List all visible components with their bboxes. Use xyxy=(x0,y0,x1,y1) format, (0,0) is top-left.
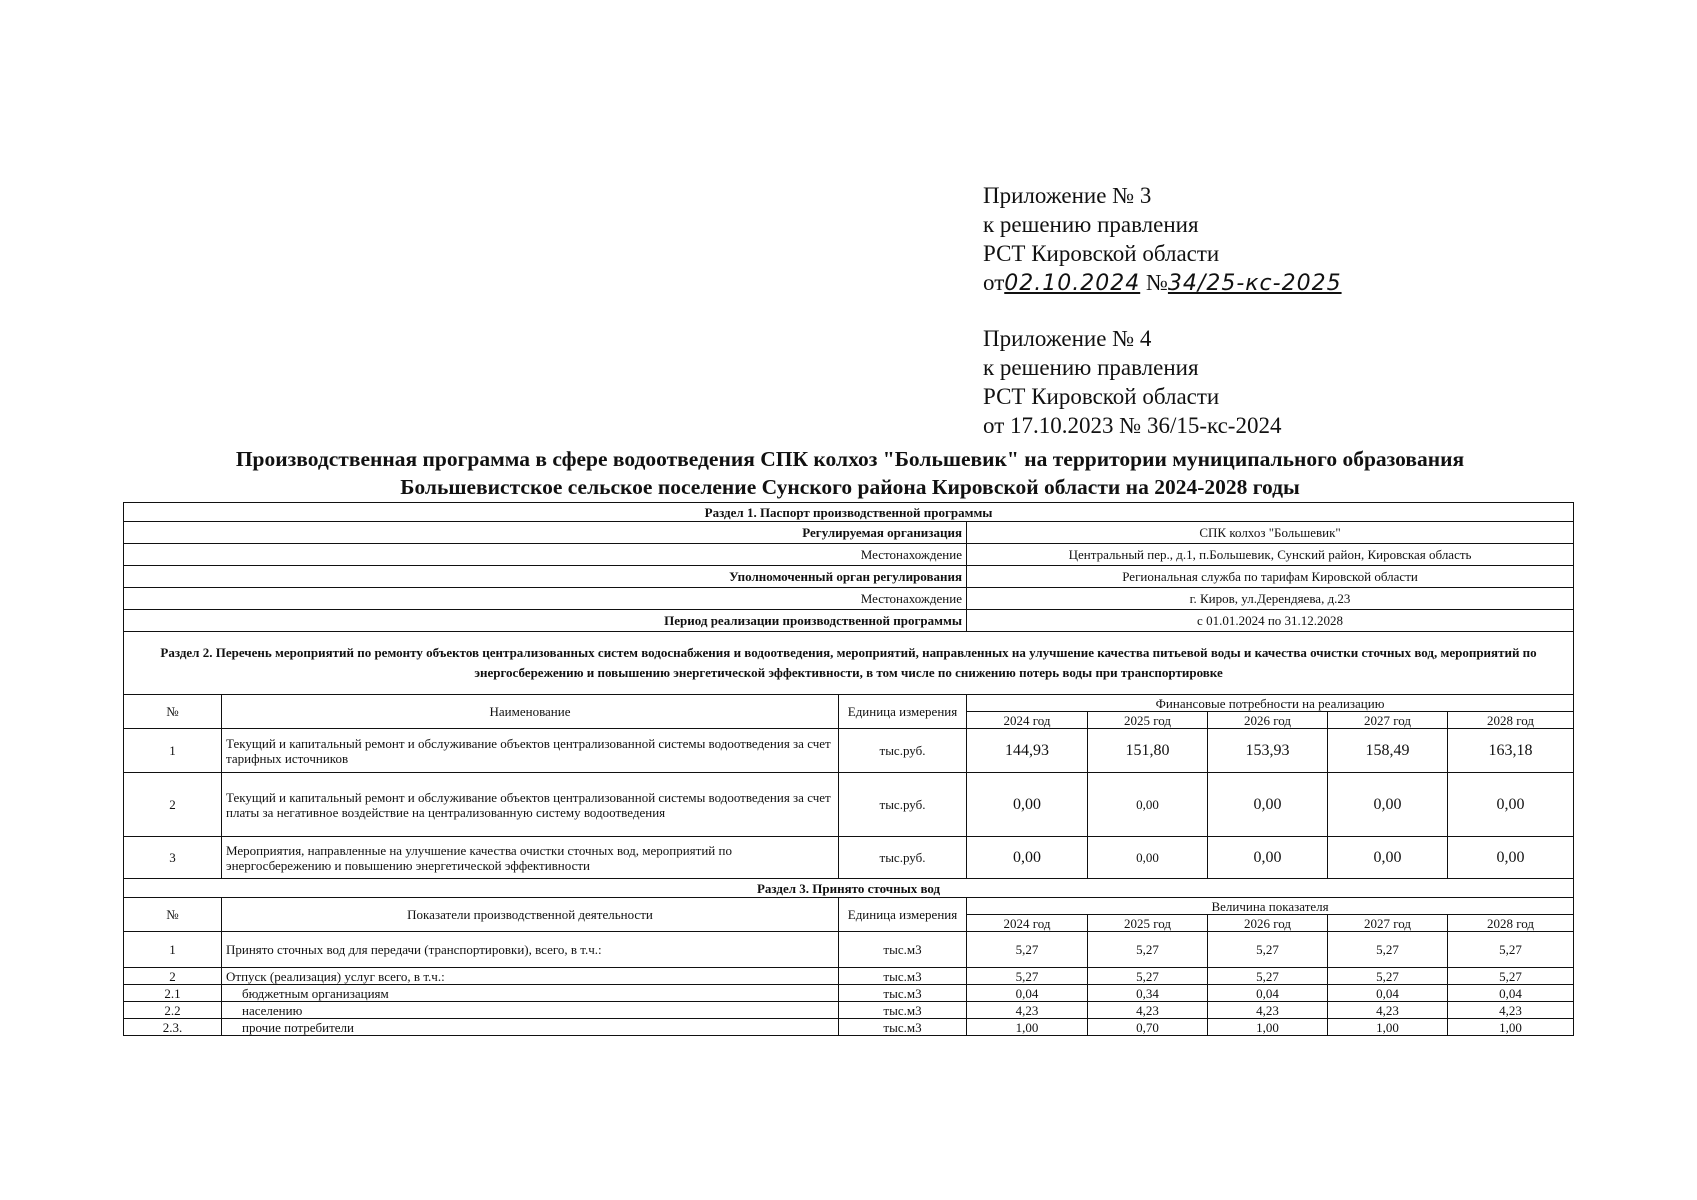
passport-label: Местонахождение xyxy=(124,588,967,610)
header-name: Показатели производственной деятельности xyxy=(222,898,839,932)
row-unit: тыс.м3 xyxy=(839,1002,967,1019)
passport-row xyxy=(124,544,1574,566)
annex-3-decision-line: к решению правления xyxy=(983,212,1199,237)
passport-row xyxy=(124,588,1574,610)
section-1-heading-row xyxy=(124,503,1574,522)
annex-3-handwritten-date: 02.10.2024 xyxy=(1004,271,1141,296)
annex-3-from-prefix: от xyxy=(983,270,1005,295)
section-3-heading: Раздел 3. Принято сточных вод xyxy=(124,879,1574,898)
value-2025: 0,70 xyxy=(1088,1019,1208,1036)
row-number: 2 xyxy=(124,968,222,985)
document-title xyxy=(120,445,1580,501)
document-title-line-2: Большевистское сельское поселение Сунского района Кировской области на 2024-2028 годы xyxy=(400,475,1300,499)
value-2025: 5,27 xyxy=(1088,968,1208,985)
value-2027: 1,00 xyxy=(1328,1019,1448,1036)
table-row xyxy=(124,773,1574,837)
value-2027: 5,27 xyxy=(1328,968,1448,985)
section-1-heading: Раздел 1. Паспорт производственной программы xyxy=(124,503,1574,522)
value-2024: 5,27 xyxy=(967,932,1088,968)
table-row xyxy=(124,968,1574,985)
value-2028: 5,27 xyxy=(1448,932,1574,968)
value-2027: 4,23 xyxy=(1328,1002,1448,1019)
value-2026: 153,93 xyxy=(1208,729,1328,773)
row-name: бюджетным организациям xyxy=(222,985,839,1002)
header-year: 2025 год xyxy=(1088,712,1208,729)
annex-4-title: Приложение № 4 xyxy=(983,326,1152,351)
header-unit: Единица измерения xyxy=(839,898,967,932)
annex-3-date-line xyxy=(983,268,1342,298)
row-number: 3 xyxy=(124,837,222,879)
row-number: 2.1 xyxy=(124,985,222,1002)
header-year: 2028 год xyxy=(1448,915,1574,932)
header-year: 2026 год xyxy=(1208,915,1328,932)
annex-3-number-prefix: № xyxy=(1145,270,1168,295)
value-2025: 151,80 xyxy=(1088,729,1208,773)
value-2028: 1,00 xyxy=(1448,1019,1574,1036)
row-number: 2.2 xyxy=(124,1002,222,1019)
row-unit: тыс.м3 xyxy=(839,932,967,968)
value-2027: 0,00 xyxy=(1328,837,1448,879)
row-unit: тыс.руб. xyxy=(839,837,967,879)
passport-value: Региональная служба по тарифам Кировской области xyxy=(967,566,1574,588)
value-2026: 0,04 xyxy=(1208,985,1328,1002)
value-2028: 0,04 xyxy=(1448,985,1574,1002)
header-year: 2027 год xyxy=(1328,915,1448,932)
header-year: 2024 год xyxy=(967,712,1088,729)
value-2024: 5,27 xyxy=(967,968,1088,985)
table-row xyxy=(124,837,1574,879)
value-2025: 0,34 xyxy=(1088,985,1208,1002)
value-2024: 0,04 xyxy=(967,985,1088,1002)
section-2-heading-row xyxy=(124,632,1574,695)
annex-4-authority-line: РСТ Кировской области xyxy=(983,384,1220,409)
value-2028: 0,00 xyxy=(1448,837,1574,879)
value-2026: 0,00 xyxy=(1208,837,1328,879)
passport-row xyxy=(124,610,1574,632)
value-2024: 144,93 xyxy=(967,729,1088,773)
value-2027: 5,27 xyxy=(1328,932,1448,968)
passport-label: Местонахождение xyxy=(124,544,967,566)
table-row xyxy=(124,729,1574,773)
value-2024: 4,23 xyxy=(967,1002,1088,1019)
row-name: прочие потребители xyxy=(222,1019,839,1036)
passport-label: Уполномоченный орган регулирования xyxy=(124,566,967,588)
row-number: 2 xyxy=(124,773,222,837)
row-number: 1 xyxy=(124,729,222,773)
value-2026: 0,00 xyxy=(1208,773,1328,837)
section-2-heading: Раздел 2. Перечень мероприятий по ремонту объектов централизованных систем водоснабжения и водоотведения, мероприятий, направленных на улучшение качества питьевой воды и качества очистки сточных вод, мероприятий по энергосбережению и повышению энергетической эффективности, в том числе по снижению потерь воды при транспортировке xyxy=(124,632,1574,695)
header-year: 2024 год xyxy=(967,915,1088,932)
row-unit: тыс.м3 xyxy=(839,968,967,985)
annex-4-block xyxy=(983,324,1281,440)
section-3-heading-row xyxy=(124,879,1574,898)
row-unit: тыс.руб. xyxy=(839,773,967,837)
value-2028: 0,00 xyxy=(1448,773,1574,837)
header-year: 2028 год xyxy=(1448,712,1574,729)
row-name: Мероприятия, направленные на улучшение качества очистки сточных вод, мероприятий по энергосбережению и повышению энергетической эффективности xyxy=(222,837,839,879)
value-2025: 5,27 xyxy=(1088,932,1208,968)
value-2026: 4,23 xyxy=(1208,1002,1328,1019)
value-2026: 5,27 xyxy=(1208,968,1328,985)
row-number: 2.3. xyxy=(124,1019,222,1036)
section-2-header-row xyxy=(124,695,1574,712)
value-2027: 0,04 xyxy=(1328,985,1448,1002)
value-2024: 0,00 xyxy=(967,773,1088,837)
section-3-header-row xyxy=(124,898,1574,915)
row-name: населению xyxy=(222,1002,839,1019)
value-2025: 0,00 xyxy=(1088,837,1208,879)
row-unit: тыс.м3 xyxy=(839,1019,967,1036)
header-number: № xyxy=(124,898,222,932)
table-row xyxy=(124,932,1574,968)
annex-3-block xyxy=(983,181,1342,298)
passport-value: Центральный пер., д.1, п.Большевик, Сунский район, Кировская область xyxy=(967,544,1574,566)
value-2027: 0,00 xyxy=(1328,773,1448,837)
value-2027: 158,49 xyxy=(1328,729,1448,773)
passport-value: СПК колхоз "Большевик" xyxy=(967,522,1574,544)
header-indicator-value: Величина показателя xyxy=(967,898,1574,915)
passport-value: г. Киров, ул.Дерендяева, д.23 xyxy=(967,588,1574,610)
value-2026: 5,27 xyxy=(1208,932,1328,968)
header-year: 2025 год xyxy=(1088,915,1208,932)
annex-4-date-line: от 17.10.2023 № 36/15-кс-2024 xyxy=(983,413,1282,438)
value-2025: 4,23 xyxy=(1088,1002,1208,1019)
value-2026: 1,00 xyxy=(1208,1019,1328,1036)
annex-3-authority-line: РСТ Кировской области xyxy=(983,241,1220,266)
header-year: 2026 год xyxy=(1208,712,1328,729)
row-name: Принято сточных вод для передачи (транспортировки), всего, в т.ч.: xyxy=(222,932,839,968)
value-2024: 1,00 xyxy=(967,1019,1088,1036)
table-row xyxy=(124,1019,1574,1036)
table-row xyxy=(124,985,1574,1002)
annex-3-title: Приложение № 3 xyxy=(983,183,1152,208)
header-financial-needs: Финансовые потребности на реализацию xyxy=(967,695,1574,712)
row-unit: тыс.м3 xyxy=(839,985,967,1002)
value-2028: 163,18 xyxy=(1448,729,1574,773)
production-program-table xyxy=(123,502,1574,1036)
annex-3-handwritten-number: 34/25-кс-2025 xyxy=(1167,271,1342,296)
passport-value: с 01.01.2024 по 31.12.2028 xyxy=(967,610,1574,632)
row-name: Текущий и капитальный ремонт и обслуживание объектов централизованной системы водоотведения за счет тарифных источников xyxy=(222,729,839,773)
annex-4-decision-line: к решению правления xyxy=(983,355,1199,380)
header-year: 2027 год xyxy=(1328,712,1448,729)
value-2028: 5,27 xyxy=(1448,968,1574,985)
row-number: 1 xyxy=(124,932,222,968)
value-2024: 0,00 xyxy=(967,837,1088,879)
passport-label: Регулируемая организация xyxy=(124,522,967,544)
header-unit: Единица измерения xyxy=(839,695,967,729)
row-unit: тыс.руб. xyxy=(839,729,967,773)
value-2025: 0,00 xyxy=(1088,773,1208,837)
row-name: Отпуск (реализация) услуг всего, в т.ч.: xyxy=(222,968,839,985)
header-number: № xyxy=(124,695,222,729)
passport-row xyxy=(124,566,1574,588)
table-row xyxy=(124,1002,1574,1019)
document-title-line-1: Производственная программа в сфере водоотведения СПК колхоз "Большевик" на территории муниципального образования xyxy=(235,447,1465,471)
passport-row xyxy=(124,522,1574,544)
header-name: Наименование xyxy=(222,695,839,729)
row-name: Текущий и капитальный ремонт и обслуживание объектов централизованной системы водоотведения за счет платы за негативное воздействие на централизованную систему водоотведения xyxy=(222,773,839,837)
passport-label: Период реализации производственной программы xyxy=(124,610,967,632)
value-2028: 4,23 xyxy=(1448,1002,1574,1019)
